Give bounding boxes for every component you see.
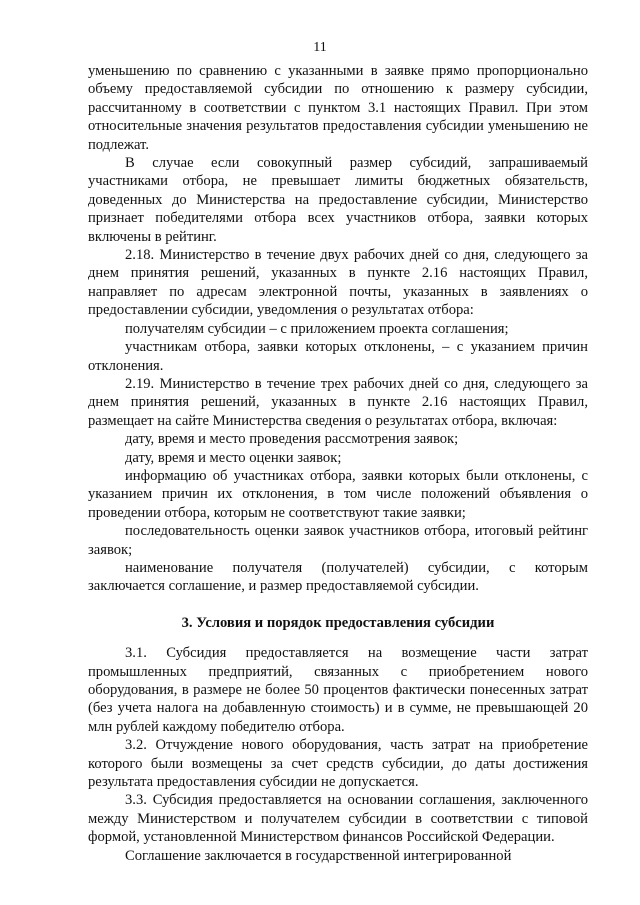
section-heading: 3. Условия и порядок предоставления субсидии — [181, 614, 495, 631]
paragraph: Соглашение заключается в государственной интегрированной — [125, 847, 512, 864]
paragraph-3-2: 3.2. Отчуждение нового оборудования, часть затрат на приобретение которого были возмещены за счет средств субсидии, до даты достижения результата предоставления субсидии не допускается. — [88, 737, 588, 791]
paragraph: В случае если совокупный размер субсидий, запрашиваемый участниками отбора, не превышает лимиты бюджетных обязательств, доведенных до Министерства на предоставление субсидии, Министерство признает победителями отбора всех участников отбора, заявки которых включены в рейтинг. — [88, 155, 588, 245]
document-body — [88, 62, 588, 865]
list-item: информацию об участниках отбора, заявки которых были отклонены, с указанием причин их отклонения, в том числе положений объявления о проведении отбора, которым не соответствуют такие заявки; — [88, 467, 588, 521]
paragraph-3-1: 3.1. Субсидия предоставляется на возмещение части затрат промышленных предприятий, связанных с приобретением нового оборудования, в размере не более 50 процентов фактически понесенных затрат (без учета налога на добавленную стоимость) и в сумме, не превышающей 20 млн рублей каждому победителю отбора. — [88, 645, 588, 735]
list-item: получателям субсидии – с приложением проекта соглашения; — [125, 320, 509, 337]
paragraph-3-3: 3.3. Субсидия предоставляется на основании соглашения, заключенного между Министерством и получателем субсидии в соответствии с типовой формой, установленной Министерством финансов Российской Федерации. — [88, 792, 588, 846]
list-item: наименование получателя (получателей) субсидии, с которым заключается соглашение, и размер предоставляемой субсидии. — [88, 559, 588, 595]
page-number: 11 — [313, 40, 327, 55]
list-item: участникам отбора, заявки которых отклонены, – с указанием причин отклонения. — [88, 339, 588, 374]
paragraph: уменьшению по сравнению с указанными в заявке прямо пропорционально объему предоставляемой субсидии по отношению к размеру субсидии, рассчитанному в соответствии с пунктом 3.1 настоящих Правил. При этом относительные значения результатов предоставления субсидии уменьшению не подлежат. — [88, 63, 588, 153]
list-item: дату, время и место проведения рассмотрения заявок; — [125, 431, 459, 448]
list-item: последовательность оценки заявок участников отбора, итоговый рейтинг заявок; — [88, 523, 588, 558]
paragraph-2-18: 2.18. Министерство в течение двух рабочих дней со дня, следующего за днем принятия решений, указанных в пункте 2.16 настоящих Правил, направляет по адресам электронной почты, указанных в заявлениях о предоставлении субсидии, уведомления о результатах отбора: — [88, 247, 588, 319]
list-item: дату, время и место оценки заявок; — [125, 449, 342, 466]
paragraph-2-19: 2.19. Министерство в течение трех рабочих дней со дня, следующего за днем принятия решений, указанных в пункте 2.16 настоящих Правил, размещает на сайте Министерства сведения о результатах отбора, включая: — [88, 375, 588, 429]
